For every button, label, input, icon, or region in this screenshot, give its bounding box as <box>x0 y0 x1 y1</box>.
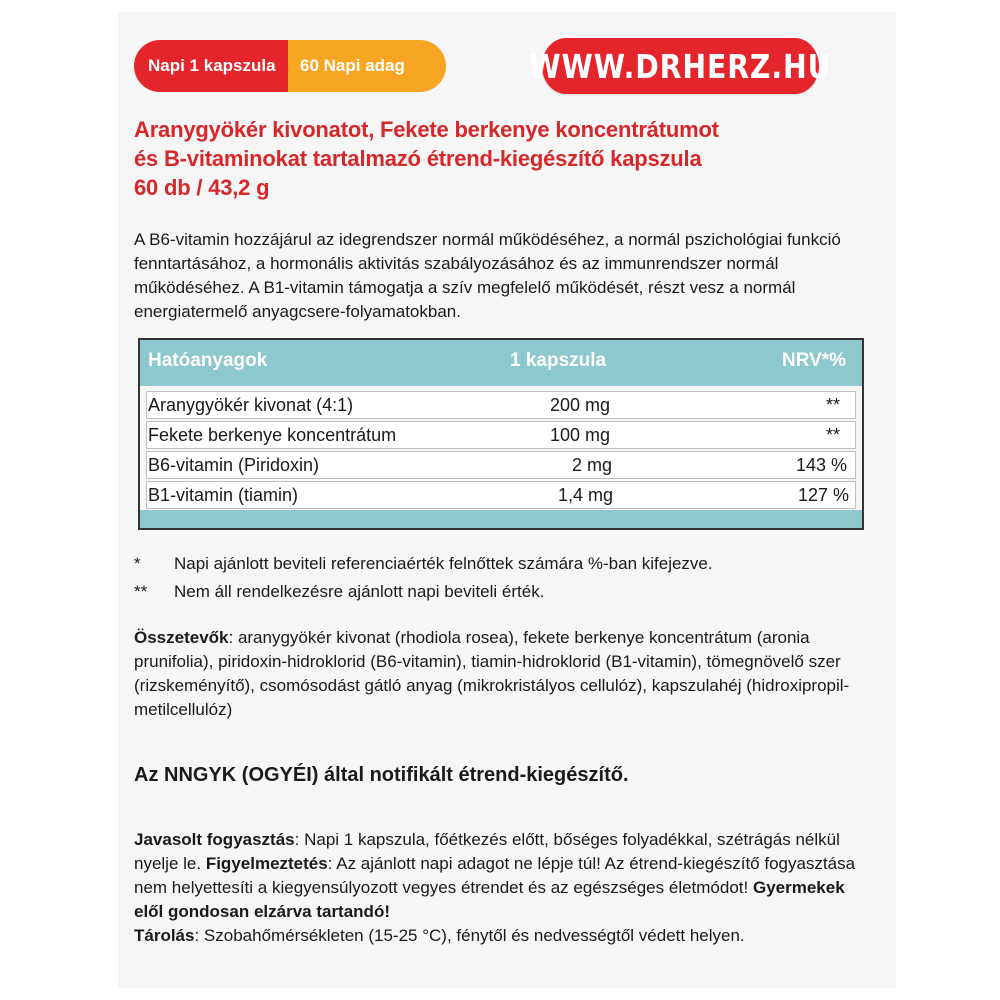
usage-instructions <box>134 828 874 948</box>
row-amount: 2 mg <box>572 455 613 475</box>
footnote-mark: * <box>134 554 141 573</box>
row-nrv: ** <box>826 395 841 415</box>
footnotes <box>134 550 713 606</box>
row-name: Fekete berkenye koncentrátum <box>148 425 397 445</box>
storage-body: : Szobahőmérsékleten (15-25 °C), fénytől és nedvességtől védett helyen. <box>194 926 745 945</box>
footnote-text: Napi ajánlott beviteli referenciaérték felnőttek számára %-ban kifejezve. <box>174 554 713 573</box>
usage-label: Javasolt fogyasztás <box>134 830 295 849</box>
header-active-ingredients: Hatóanyagok <box>148 350 268 371</box>
footnote-mark: ** <box>134 582 148 601</box>
ingredients-body: : aranygyökér kivonat (rhodiola rosea), fekete berkenye koncentrátum (aronia prunifolia), piridoxin-hidroklorid (B6-vitamin), tiamin-hidroklorid (B1-vitamin), tömegnövelő szer (rizskeményítő), csomósodást gátló anyag (mikrokristályos cellulóz), kapszulahéj (hidroxipropil-metilcellulóz) <box>134 628 850 719</box>
dosage-badge <box>134 40 446 92</box>
row-name: B1-vitamin (tiamin) <box>148 485 299 505</box>
row-name: Aranygyökér kivonat (4:1) <box>148 395 354 415</box>
title-line-3: 60 db / 43,2 g <box>134 175 270 200</box>
footnote <box>134 578 713 606</box>
notification-notice: Az NNGYK (OGYÉI) által notifikált étrend-kiegészítő. <box>134 764 629 786</box>
row-nrv: ** <box>826 425 841 445</box>
warning-body: : Az ajánlott napi adagot ne lépje túl! Az étrend-kiegészítő fogyasztása nem helyettesíti a kiegyensúlyozott vegyes étrendet és az egészséges életmódot! <box>134 854 856 897</box>
row-name: B6-vitamin (Piridoxin) <box>148 455 320 475</box>
title-line-1: Aranygyökér kivonatot, Fekete berkenye koncentrátumot <box>134 117 719 142</box>
footnote <box>134 550 713 578</box>
daily-capsule-badge: Napi 1 kapszula <box>134 40 288 92</box>
ingredients-label: Összetevők <box>134 628 229 647</box>
product-title <box>134 115 874 202</box>
daily-dose-badge: 60 Napi adag <box>288 40 446 92</box>
children-warning: Gyermekek elől gondosan elzárva tartandó! <box>134 878 845 921</box>
row-nrv: 143 % <box>796 455 848 475</box>
footnote-text: Nem áll rendelkezésre ajánlott napi beviteli érték. <box>174 582 545 601</box>
ingredients-text <box>134 626 874 722</box>
row-nrv: 127 % <box>798 485 850 505</box>
row-amount: 200 mg <box>550 395 611 415</box>
intro-text: A B6-vitamin hozzájárul az idegrendszer normál működéséhez, a normál pszichológiai funkció fenntartásához, a hormonális aktivitás szabályozásához és az immunrendszer normál működéséhez. A B1-vitamin támogatja a szív megfelelő működését, részt vesz a normál energiatermelő anyagcsere-folyamatokban. <box>134 230 841 321</box>
warning-label: Figyelmeztetés <box>205 854 328 873</box>
website-badge[interactable]: WWW.DRHERZ.HU <box>542 38 819 94</box>
storage-label: Tárolás <box>134 926 195 945</box>
header-nrv: NRV*% <box>782 350 847 371</box>
row-amount: 100 mg <box>550 425 611 445</box>
header-per-capsule: 1 kapszula <box>510 350 607 371</box>
usage-body: : Napi 1 kapszula, főétkezés előtt, bőséges folyadékkal, szétrágás nélkül nyelje le. <box>134 830 840 873</box>
title-line-2: és B-vitaminokat tartalmazó étrend-kiegészítő kapszula <box>134 146 702 171</box>
table-footer-bar <box>140 510 862 528</box>
row-amount: 1,4 mg <box>558 485 614 505</box>
